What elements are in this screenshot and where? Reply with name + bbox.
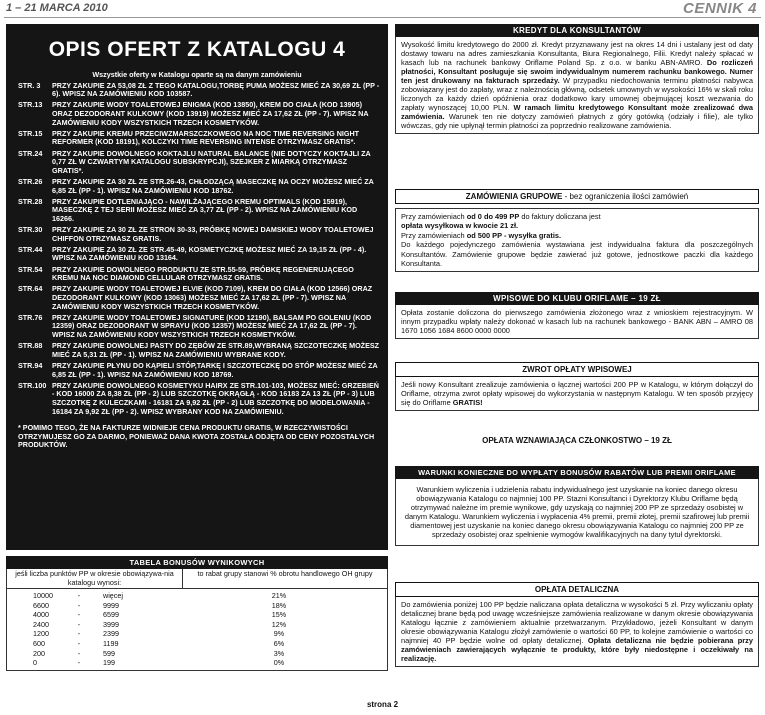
offers-intro: Wszystkie oferty w Katalogu oparte są na danym zamówieniu <box>92 70 302 79</box>
table-cell-to: 1199 <box>103 638 119 648</box>
offer-item <box>14 266 380 283</box>
credit-text-1: Wysokość limitu kredytowego do 2000 zł. Kredyt przyznawany jest na okres 14 dni i ustalany jest od daty dostawy towaru na adres zamieszkania Konsultanta, Biura Regionalnego, Filii. Kredyt należy spłacać w kasach lub na rachunek bankowy Oriflame Poland Sp. z o.o. w banku ABN-AMRO. <box>401 40 753 67</box>
retail-fee-section <box>395 582 759 667</box>
offer-page: STR. 3 <box>18 80 41 90</box>
offer-item <box>14 82 380 99</box>
club-fee-body: Opłata zostanie doliczona do pierwszego zamówienia złożonego wraz z wnioskiem rejestracyjnym. W innym przypadku wpłaty należy dokonać w kasach lub na rachunek bankowego - BANK ABN – AMRO 08 1670 1056 1684 8600 0000 0000 <box>395 305 759 339</box>
group-orders-body <box>395 208 759 272</box>
bonus-conditions-body: Warunkiem wyliczenia i udzielenia rabatu indywidualnego jest uzyskanie na koniec danego okresu obowiązywania Katalogu co najmniej 100 PP. Stazni Konsultanci i Dyrektorzy Klubu Oriflame będą otrzymywać należne im premie wynikowe, gdy uzyskają co najmniej 200 PP ze sprzedaży osobistej w danym Katalogu. Warunkiem wyliczenia i wypłacenia 4% premii, premii złotej, premii szafirowej lub premii diamentowej jest uzyskanie na koniec danego okresu obowiązywania Katalogu co najmniej 200 PP ze sprzedaży osobistej oraz spełnienie wymogów kwalifikacyjnych na dany tytuł dyrektorski. <box>395 479 759 546</box>
table-cell-to: 2399 <box>103 629 119 639</box>
credit-text-4: W ramach limitu kredytowego Konsultant może zrealizować dwa zamówienia. <box>401 103 753 121</box>
offer-text: PRZY ZAKUPIE DOWOLNEGO KOSMETYKU HAIRX ZE STR.101-103, MOŻESZ MIEĆ: GRZEBIEŃ - KOD 16000 ZA 8,38 ZŁ (PP - 2) LUB SZCZOTKĘ OKRĄGŁĄ - KOD 16183 ZA 13 ZŁ (PP - 3) LUB SZCZOTKĘ Z KULECZKAMI - 16181 ZA 9,92 ZŁ (PP - 2) LUB SZCZOTKĘ DO MODELOWANIA - 16184 ZA 9,92 ZŁ (PP - 2). WPISZ WYBRANY KOD NA ZAMÓWIENIU. <box>52 380 379 416</box>
table-cell-sep: - <box>77 619 81 629</box>
offer-text: PRZY ZAKUPIE DOWOLNEGO PRODUKTU ZE STR.55-59, PRÓBKĘ REGENERUJĄCEGO KREMU NA NOC DIAMOND CELLULAR OTRZYMASZ GRATIS. <box>52 264 354 283</box>
offer-page: STR.26 <box>18 176 43 186</box>
offer-page: STR.100 <box>18 380 47 390</box>
table-cell-to: 3999 <box>103 619 119 629</box>
offers-note: * POMIMO TEGO, ŻE NA FAKTURZE WIDNIEJE CENA PRODUKTU GRATIS, W RZECZYWISTOŚCI OTRZYMUJESZ GO ZA DARMO, PONIEWAŻ DANA KWOTA ZOSTAŁA ODJĘTA OD CENY POZOSTAŁYCH PRODUKTÓW. <box>18 423 375 450</box>
group-orders-title-main: ZAMÓWIENIA GRUPOWE <box>465 192 563 201</box>
offer-text: PRZY ZAKUPIE PŁYNU DO KĄPIELI STÓP,TARKĘ I SZCZOTECZKĘ DO STÓP MOŻESZ MIEĆ ZA 6,85 ZŁ (PP - 1). WPISZ NA ZAMÓWIENIU KOD 18769. <box>52 360 378 379</box>
retail-fee-bold: Opłata detaliczna nie będzie pobierana przy zamówieniach zawierających wyłącznie te produkty, które były niedostępne i oczekiwały na realizację. <box>401 636 753 663</box>
offer-page: STR.64 <box>18 284 43 294</box>
table-cell-pct: 3% <box>273 648 285 658</box>
table-cell-to: 9999 <box>103 600 119 610</box>
table-row <box>7 610 387 620</box>
table-cell-pct: 9% <box>273 629 285 639</box>
group-orders-title-suffix: - bez ograniczenia ilości zamówień <box>562 192 689 201</box>
table-cell-sep: - <box>77 638 81 648</box>
offer-page: STR.88 <box>18 341 43 351</box>
table-cell-sep: - <box>77 648 81 658</box>
offer-page: STR.28 <box>18 196 43 206</box>
club-fee-section <box>395 292 759 339</box>
group-orders-line1a: Przy zamówieniach <box>401 212 467 221</box>
offer-item <box>14 101 380 127</box>
table-cell-from: 4000 <box>33 610 49 620</box>
bonus-table-body <box>6 589 388 671</box>
credit-text-5: Warunek ten nie dotyczy zamówień płatnych z góry gotówką (odziały i filie), ale tylko wówczas, gdy nie upłynął termin płatności za poprzednio realizowane zamówienia. <box>401 112 753 130</box>
bonus-conditions-title: WARUNKI KONIECZNE DO WYPŁATY BONUSÓW RABATÓW LUB PREMII ORIFLAME <box>395 466 759 479</box>
offer-page: STR.24 <box>18 148 43 158</box>
offer-page: STR.30 <box>18 225 43 235</box>
table-cell-sep: - <box>77 600 81 610</box>
retail-fee-text: Do zamówienia poniżej 100 PP będzie naliczana opłata detaliczna w wysokości 5 zł. Przy wyliczaniu opłaty detalicznej brane będą pod uwagę wcześniejsze zamówienia realizowane w danym okresie obowiązywania Katalogu łącznie z zamówieniem aktualnie przetwarzanym. Przykładowo, jeżeli Konsultant w danym okresie obowiązywania Katalogu złożył zamówienie o wartości 60 PP, to kolejne zamówienie o wartości co najmniej 40 PP będzie wolne od opłaty detalicznej. <box>401 600 753 645</box>
offer-item <box>14 178 380 195</box>
table-cell-to: 599 <box>103 648 115 658</box>
table-row <box>7 629 387 639</box>
table-cell-to: więcej <box>103 591 123 600</box>
offer-text: PRZY ZAKUPIE WODY TOALETOWEJ SIGNATURE (KOD 12190), BALSAM PO GOLENIU (KOD 12359) ORAZ DEZODORANT W SPRAYU (KOD 12357) MOŻESZ MIEĆ ZA 17,62 ZŁ (PP - 7). WPISZ NA ZAMÓWIENIU KODY WSZYSTKICH TRZECH KOSMETYKÓW. <box>52 312 372 339</box>
offer-text: PRZY ZAKUPIE DOWOLNEGO KOKTAJLU NATURAL BALANCE (NIE DOTYCZY KOKTAJLI ZA 0,77 ZŁ W CZWARTYM KATALOGU SUBSKRYPCJI), SZEJKER Z MIARKĄ OTRZYMASZ GRATIS*. <box>52 148 371 175</box>
offer-item <box>14 198 380 224</box>
bonus-table-col2-header: to rabat grupy stanowi % obrotu handlowego OH grupy <box>197 569 373 578</box>
offer-page: STR.13 <box>18 100 43 110</box>
offer-text: PRZY ZAKUPIE WODY TOALETOWEJ ELVIE (KOD 7109), KREM DO CIAŁA (KOD 12566) ORAZ DEZODORANT KULKOWY (KOD 13063) MOŻESZ MIEĆ ZA 17,62 ZŁ (PP - 7). WPISZ NA ZAMÓWIENIU KODY WSZYSTKICH TRZECH KOSMETYKÓW. <box>52 284 373 311</box>
table-cell-to: 199 <box>103 658 115 668</box>
club-fee-title: WPISOWE DO KLUBU ORIFLAME – 19 ZŁ <box>395 292 759 305</box>
table-cell-pct: 0% <box>273 658 285 668</box>
offer-item <box>14 314 380 340</box>
offer-item <box>14 342 380 359</box>
credit-section <box>395 24 759 134</box>
group-orders-line3a: Przy zamówieniach <box>401 230 467 240</box>
table-cell-sep: - <box>77 591 81 600</box>
refund-bold: GRATIS! <box>452 398 483 407</box>
table-row <box>7 658 387 668</box>
retail-fee-title: OPŁATA DETALICZNA <box>395 582 759 597</box>
bonus-table-col1-header: jeśli liczba punktów PP w okresie obowiązywa-nia katalogu wynosi: <box>7 569 183 588</box>
offer-item <box>14 285 380 311</box>
table-row <box>7 591 387 601</box>
group-orders-paragraph: Do każdego pojedynczego zamówienia wystawiana jest indywidualna faktura dla poszczególnych Konsultantów. Zamówienie grupowe będzie zawierać już gotowe, jednostkowe paczki dla każdego Konsultanta. <box>401 240 753 269</box>
credit-text-2: Do rozliczeń płatności, Konsultant posługuje się swoim indywidualnym numerem rachunku bankowego. Numer ten jest drukowany na fakturach sprzedaży. <box>401 58 753 85</box>
offer-text: PRZY ZAKUPIE ZA 30 ZŁ ZE STR.26-43, CHŁODZĄCĄ MASECZKĘ NA OCZY MOŻESZ MIEĆ ZA 6,85 ZŁ (PP - 1). WPISZ NA ZAMÓWIENIU KOD 18762. <box>52 176 374 195</box>
credit-title: KREDYT DLA KONSULTANTÓW <box>395 24 759 37</box>
offers-panel <box>6 24 388 550</box>
offers-title: OPIS OFERT Z KATALOGU 4 <box>48 38 346 61</box>
table-cell-pct: 15% <box>271 610 287 620</box>
table-cell-to: 6599 <box>103 610 119 620</box>
table-row <box>7 601 387 611</box>
table-cell-from: 0 <box>33 658 37 668</box>
offer-page: STR.94 <box>18 360 43 370</box>
offer-text: PRZY ZAKUPIE ZA 53,08 ZŁ Z TEGO KATALOGU,TORBĘ PUMA MOŻESZ MIEĆ ZA 30,69 ZŁ (PP - 6). WPISZ NA ZAMÓWIENIU KOD 103587. <box>52 80 380 99</box>
group-orders-line1c: do faktury doliczana jest <box>519 212 601 221</box>
retail-fee-body <box>395 597 759 667</box>
offer-text: PRZY ZAKUPIE DOWOLNEJ PASTY DO ZĘBÓW ZE STR.89,WYBRANĄ SZCZOTECZKĘ MOŻESZ MIEĆ ZA 5,31 ZŁ (PP - 1). WPISZ NA ZAMÓWIENIU WYBRANE KODY. <box>52 341 380 359</box>
offer-page: STR.44 <box>18 244 43 254</box>
group-orders-title <box>395 189 759 204</box>
offer-list <box>14 82 380 417</box>
refund-title: ZWROT OPŁATY WPISOWEJ <box>395 362 759 377</box>
offer-item <box>14 382 380 416</box>
table-cell-sep: - <box>77 629 81 639</box>
table-row <box>7 620 387 630</box>
header-divider <box>4 17 761 18</box>
offer-text: PRZY ZAKUPIE ZA 30 ZŁ ZE STR.45-49, KOSMETYCZKĘ MOŻESZ MIEĆ ZA 19,15 ZŁ (PP - 4). WPISZ NA ZAMÓWIENIU KOD 13164. <box>52 244 367 263</box>
offer-page: STR.15 <box>18 128 43 138</box>
table-cell-pct: 18% <box>271 600 287 610</box>
offer-item <box>14 150 380 176</box>
table-cell-from: 10000 <box>33 591 53 600</box>
refund-body <box>395 377 759 411</box>
offer-item <box>14 362 380 379</box>
table-cell-pct: 6% <box>273 638 285 648</box>
table-row <box>7 639 387 649</box>
refund-text: Jeśli nowy Konsultant zrealizuje zamówienia o łącznej wartości 200 PP w Katalogu, w którym dołączył do Oriflame, otrzyma zwrot opłaty wpisowej do wykorzystania w następnym Katalogu. W ten sposób przyjęcy się do Oriflame <box>401 380 753 407</box>
offer-item <box>14 130 380 147</box>
bonus-conditions-section <box>395 466 759 546</box>
section-title: CENNIK 4 <box>682 0 757 17</box>
bonus-table-title: TABELA BONUSÓW WYNIKOWYCH <box>6 556 388 569</box>
table-cell-from: 2400 <box>33 619 49 629</box>
table-cell-from: 600 <box>33 638 45 648</box>
bonus-table <box>6 556 388 671</box>
group-orders-line1b: od 0 do 499 PP <box>466 212 520 221</box>
group-orders-line2: opłata wysyłkowa w kwocie 21 zł. <box>401 221 519 231</box>
credit-text-3: W przypadku niedochowania terminu płatności nabywca zobowiązany jest do zapłaty, wraz z należnością główną, odsetek umownych w wysokości 16% w skali roku liczonych za każdy dzień opóźnienia oraz dodatkowo kary umownej obejmującej koszt wezwania do zapłaty wynoszącej 10,00 PLN. <box>401 76 753 112</box>
offer-page: STR.54 <box>18 264 43 274</box>
table-cell-from: 6600 <box>33 600 49 610</box>
table-cell-pct: 12% <box>271 619 287 629</box>
renewal-fee: OPŁATA WZNAWIAJĄCA CZŁONKOSTWO – 19 ZŁ <box>482 436 672 445</box>
table-cell-pct: 21% <box>271 591 287 600</box>
refund-section <box>395 362 759 411</box>
offer-page: STR.76 <box>18 312 43 322</box>
table-cell-sep: - <box>77 610 81 620</box>
offer-item <box>14 226 380 243</box>
table-cell-sep: - <box>77 658 81 668</box>
date-range: 1 – 21 MARCA 2010 <box>6 2 108 14</box>
group-orders-line3b: od 500 PP - wysyłka gratis. <box>466 230 562 240</box>
table-cell-from: 200 <box>33 648 45 658</box>
group-orders-section <box>395 189 759 272</box>
offer-text: PRZY ZAKUPIE DOTLENIAJĄCO - NAWILŻAJĄCEGO KREMU OPTIMALS (KOD 15919), MASECZKĘ Z TEJ SERII MOŻESZ MIEĆ ZA 3,77 ZŁ (PP - 2). WPISZ NA ZAMÓWIENIU KOD 16266. <box>52 196 358 223</box>
page-number: strona 2 <box>366 700 399 709</box>
offer-text: PRZY ZAKUPIE KREMU PRZECIWZMARSZCZKOWEGO NA NOC TIME REVERSING NIGHT REFORMER (KOD 18191), KOLCZYKI TIME REVERSING INTENSE OTRZYMASZ GRATIS*. <box>52 128 360 147</box>
offer-text: PRZY ZAKUPIE ZA 30 ZŁ ZE STRON 30-33, PRÓBKĘ NOWEJ DAMSKIEJ WODY TOALETOWEJ CHIFFON OTRZYMASZ GRATIS. <box>52 225 374 243</box>
offer-item <box>14 246 380 263</box>
credit-body <box>395 37 759 134</box>
table-row <box>7 649 387 659</box>
offer-text: PRZY ZAKUPIE WODY TOALETOWEJ ENIGMA (KOD 13850), KREM DO CIAŁA (KOD 13905) ORAZ DEZODORANT KULKOWY (KOD 13919) MOŻESZ MIEĆ ZA 17,62 ZŁ (PP - 7). WPISZ NA ZAMÓWIENIU KODY WSZYSTKICH TRZECH KOSMETYKÓW. <box>52 100 369 127</box>
table-cell-from: 1200 <box>33 629 49 639</box>
bonus-table-header <box>6 569 388 589</box>
